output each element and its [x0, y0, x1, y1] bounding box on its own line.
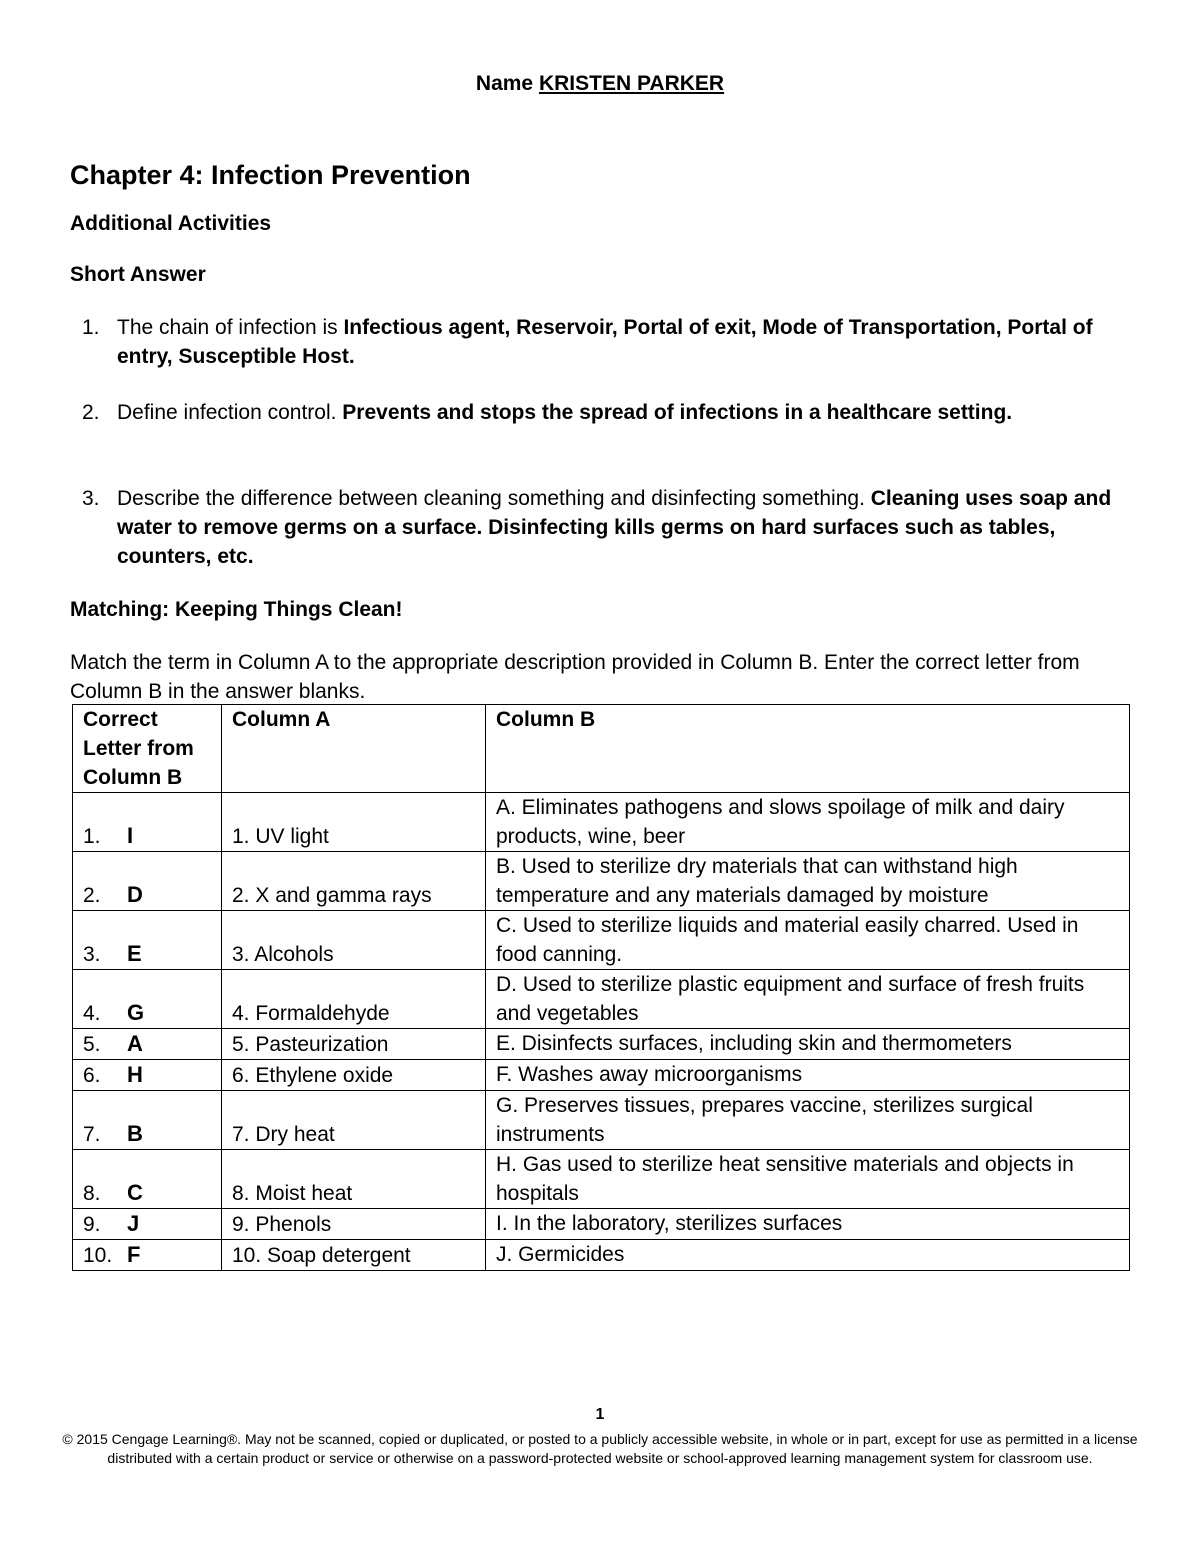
- matching-heading: Matching: Keeping Things Clean!: [70, 598, 403, 621]
- column-b-description: I. In the laboratory, sterilizes surfaces: [486, 1209, 1130, 1240]
- question-answer: Prevents and stops the spread of infections in a healthcare setting.: [342, 401, 1013, 424]
- question-2: [82, 398, 1137, 427]
- question-3: [82, 484, 1137, 571]
- column-a-term: 10. Soap detergent: [222, 1240, 486, 1271]
- copyright-notice: © 2015 Cengage Learning®. May not be scanned, copied or duplicated, or posted to a publicly accessible website, in whole or in part, except for use as permitted in a license distributed with a certain product or service or otherwise on a password-protected website or school-approved learning management system for classroom use.: [62, 1431, 1138, 1466]
- column-a-term: 4. Formaldehyde: [222, 970, 486, 1029]
- answer-number: 8.: [83, 1182, 101, 1205]
- answer-cell: [73, 911, 222, 970]
- column-b-description: A. Eliminates pathogens and slows spoilage of milk and dairy products, wine, beer: [486, 793, 1130, 852]
- column-a-term: 2. X and gamma rays: [222, 852, 486, 911]
- answer-number: 5.: [83, 1033, 101, 1056]
- answer-number: 3.: [83, 943, 101, 966]
- answer-number: 2.: [83, 884, 101, 907]
- question-prompt: The chain of infection is: [117, 316, 344, 339]
- name-label: Name: [475, 72, 534, 95]
- answer-cell: [73, 970, 222, 1029]
- column-header-b: Column B: [486, 705, 1130, 793]
- answer-letter: G: [127, 1000, 145, 1025]
- column-b-description: E. Disinfects surfaces, including skin and thermometers: [486, 1029, 1130, 1060]
- answer-cell: [73, 1060, 222, 1091]
- question-prompt: Define infection control.: [117, 401, 343, 424]
- table-row: [73, 1240, 1130, 1271]
- column-b-description: F. Washes away microorganisms: [486, 1060, 1130, 1091]
- answer-letter: I: [127, 823, 134, 848]
- column-b-description: G. Preserves tissues, prepares vaccine, sterilizes surgical instruments: [486, 1091, 1130, 1150]
- column-a-term: 6. Ethylene oxide: [222, 1060, 486, 1091]
- column-b-description: J. Germicides: [486, 1240, 1130, 1271]
- answer-letter: J: [127, 1211, 140, 1236]
- table-row: [73, 1060, 1130, 1091]
- column-b-description: D. Used to sterilize plastic equipment and surface of fresh fruits and vegetables: [486, 970, 1130, 1029]
- answer-cell: [73, 793, 222, 852]
- table-row: [73, 793, 1130, 852]
- answer-letter: A: [127, 1031, 143, 1056]
- column-b-description: C. Used to sterilize liquids and material easily charred. Used in food canning.: [486, 911, 1130, 970]
- question-number: 1.: [82, 316, 100, 339]
- answer-cell: [73, 1091, 222, 1150]
- matching-instructions: Match the term in Column A to the appropriate description provided in Column B. Enter the correct letter from Column B in the answer blanks.: [70, 651, 1080, 703]
- column-a-term: 8. Moist heat: [222, 1150, 486, 1209]
- student-name: KRISTEN PARKER: [538, 72, 725, 95]
- question-1: [82, 313, 1137, 371]
- section-heading: Additional Activities: [70, 212, 272, 235]
- answer-letter: H: [127, 1062, 143, 1087]
- answer-number: 6.: [83, 1064, 101, 1087]
- column-header-letter: Correct Letter from Column B: [73, 705, 222, 793]
- table-row: [73, 911, 1130, 970]
- name-line: [0, 72, 1200, 96]
- page-number: 1: [595, 1406, 605, 1423]
- table-row: [73, 852, 1130, 911]
- answer-cell: [73, 1240, 222, 1271]
- matching-table: [72, 704, 1130, 1271]
- column-a-term: 7. Dry heat: [222, 1091, 486, 1150]
- column-a-term: 1. UV light: [222, 793, 486, 852]
- question-prompt: Describe the difference between cleaning something and disinfecting something.: [117, 487, 871, 510]
- question-answer: Infectious agent, Reservoir, Portal of exit, Mode of Transportation, Portal of entry, Susceptible Host.: [117, 316, 1093, 368]
- answer-letter: E: [127, 941, 142, 966]
- page-title: Chapter 4: Infection Prevention: [70, 160, 471, 190]
- column-b-description: B. Used to sterilize dry materials that can withstand high temperature and any materials damaged by moisture: [486, 852, 1130, 911]
- answer-letter: C: [127, 1180, 143, 1205]
- answer-number: 9.: [83, 1213, 101, 1236]
- question-number: 2.: [82, 401, 100, 424]
- table-row: [73, 1150, 1130, 1209]
- table-header-row: [73, 705, 1130, 793]
- table-body: [73, 793, 1130, 1271]
- column-header-a: Column A: [222, 705, 486, 793]
- answer-number: 1.: [83, 825, 101, 848]
- answer-letter: F: [127, 1242, 141, 1267]
- short-answer-heading: Short Answer: [70, 263, 206, 286]
- answer-cell: [73, 1029, 222, 1060]
- table-row: [73, 970, 1130, 1029]
- answer-number: 10.: [83, 1244, 113, 1267]
- question-answer: Cleaning uses soap and water to remove germs on a surface. Disinfecting kills germs on hard surfaces such as tables, counters, etc.: [117, 487, 1112, 568]
- column-a-term: 5. Pasteurization: [222, 1029, 486, 1060]
- table-row: [73, 1091, 1130, 1150]
- answer-letter: B: [127, 1121, 143, 1146]
- question-number: 3.: [82, 487, 100, 510]
- answer-letter: D: [127, 882, 143, 907]
- answer-cell: [73, 852, 222, 911]
- column-b-description: H. Gas used to sterilize heat sensitive materials and objects in hospitals: [486, 1150, 1130, 1209]
- answer-number: 7.: [83, 1123, 101, 1146]
- table-row: [73, 1209, 1130, 1240]
- table-row: [73, 1029, 1130, 1060]
- answer-cell: [73, 1209, 222, 1240]
- column-a-term: 3. Alcohols: [222, 911, 486, 970]
- column-a-term: 9. Phenols: [222, 1209, 486, 1240]
- answer-number: 4.: [83, 1002, 101, 1025]
- answer-cell: [73, 1150, 222, 1209]
